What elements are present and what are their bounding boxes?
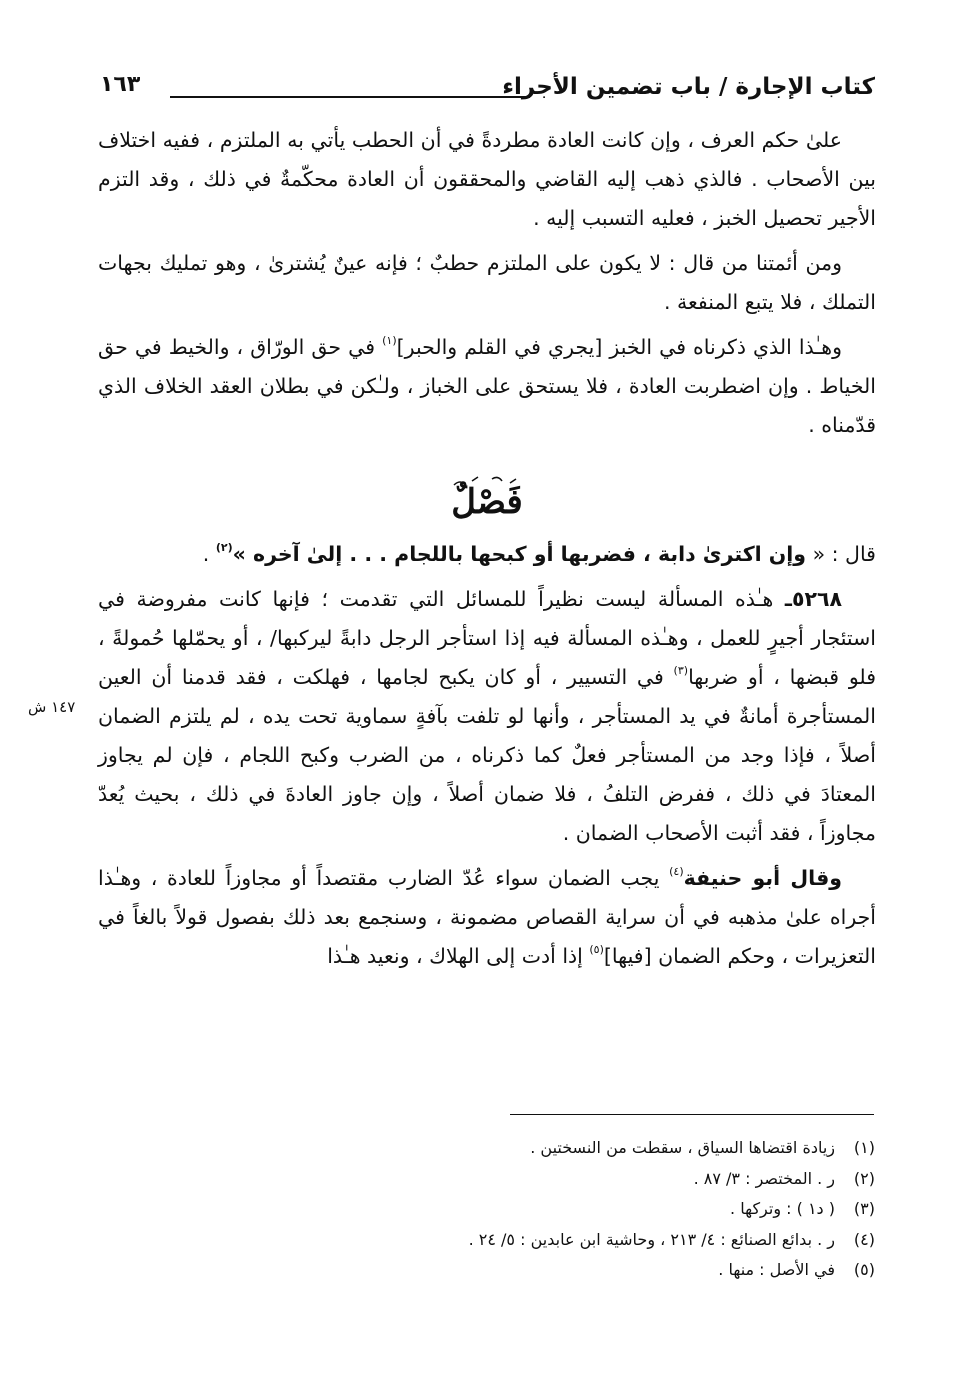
- footnote: [300, 1225, 875, 1256]
- footnote-text: ( د١ ) : وتركها .: [730, 1199, 835, 1218]
- footnote-number: (٥): [853, 1260, 875, 1279]
- paragraph-text: ومن أئمتنا من قال : لا يكون على الملتزم حطبٌ ؛ فإنه عينٌ يُشترىٰ ، وهو تمليك بجهات التملك ، فلا يتبع المنفعة .: [98, 251, 876, 314]
- footnote-text: ر . المختصر : ٣/ ٨٧ .: [693, 1168, 835, 1188]
- margin-folio-note: ١٤٧ ش: [28, 698, 76, 716]
- footnote-number: (٢): [853, 1168, 875, 1188]
- paragraph-text: في التسيير ، أو كان يكبح لجامها ، فهلكت ، فقد قدمنا أن العين المستأجرة أمانةٌ في يد المستأجر ، وأنها لو تلفت بآفةٍ سماوية تحت يده ، لم يلتزم الضمان أصلاً ، فإذا وجد من المستأجر فعلٌ كما ذكرناه ، من الضرب وكبح اللجام ، فإن لم يجاوز المعتادَ في ذلك ، ففرض التلفُ ، فلا ضمان أصلاً ، وإن جاوز العادةَ في ذلك ، بحيث يُعدّ مجاوزاً ، فقد أثبت الأصحاب الضمان .: [98, 665, 876, 845]
- footnote-ref: (٥): [589, 943, 604, 956]
- footnote-number: (١): [853, 1138, 875, 1157]
- header-title: كتاب الإجارة / باب تضمين الأجراء: [502, 74, 875, 100]
- footnote-ref: (٤): [669, 865, 684, 878]
- footnotes: [300, 1133, 875, 1286]
- qala-line: [98, 535, 876, 574]
- footnote-ref: (٣): [673, 664, 689, 677]
- qala-prefix: قال : «: [806, 542, 876, 566]
- paragraph-text: علىٰ حكم العرف ، وإن كانت العادة مطردةً في أن الحطب يأتي به الملتزم ، ففيه اختلاف بين الأصحاب . فالذي ذهب إليه القاضي والمحققون أن العادة محكّمةٌ في ذلك ، وقد التزم الأجير تحصيل الخبز ، فعليه التسبب إليه .: [98, 128, 876, 230]
- paragraph-text: إذا أدت إلى الهلاك ، ونعيد هـٰذا: [327, 944, 590, 968]
- paragraph: [98, 244, 876, 322]
- main-text: [98, 121, 876, 982]
- page-number: ١٦٣: [100, 72, 141, 97]
- scholar-name: وقال أبو حنيفة: [683, 866, 843, 890]
- issue-number: ٥٢٦٨ـ: [784, 587, 842, 611]
- qala-end: .: [202, 542, 216, 566]
- paragraph: [98, 859, 876, 976]
- footnote: [300, 1194, 875, 1225]
- footnote-rule: [510, 1114, 874, 1115]
- paragraph: [98, 121, 876, 238]
- paragraph: [98, 580, 876, 853]
- footnote: [300, 1255, 875, 1286]
- paragraph-text: وهـٰذا الذي ذكرناه في الخبز [يجري في القلم والحبر]: [396, 335, 842, 359]
- footnote-ref: (٢): [215, 541, 233, 554]
- footnote-number: (٣): [853, 1199, 875, 1218]
- header-rule: [170, 96, 530, 98]
- footnote: [300, 1133, 875, 1164]
- paragraph-text: في حق الورّاق ، والخيط في حق الخياط . وإن اضطربت العادة ، فلا يستحق على الخباز ، ولـٰكن في بطلان العقد الخلاف الذي قدّمناه .: [98, 335, 876, 437]
- footnote-text: زيادة اقتضاها السياق ، سقطت من النسختين .: [530, 1138, 835, 1157]
- footnote-number: (٤): [853, 1229, 875, 1249]
- footnote-text: ر . بدائع الصنائع : ٤/ ٢١٣ ، وحاشية ابن عابدين : ٥/ ٢٤ .: [468, 1229, 835, 1249]
- section-heading: فَصْلٌ: [451, 482, 523, 522]
- paragraph: [98, 328, 876, 445]
- running-header: [100, 74, 875, 114]
- paragraph-text: يجب الضمان سواء عُدّ الضارب مقتصداً أو مجاوزاً للعادة ، وهـٰذا أجراه علىٰ مذهبه في أن سراية القصاص مضمونة ، وسنجمع بعد ذلك بفصول قولاً بالغاً في التعزيرات ، وحكم الضمان [فيها]: [98, 866, 876, 968]
- footnote-ref: (١): [382, 334, 397, 347]
- footnote-text: في الأصل : منها .: [718, 1260, 835, 1279]
- footnote: [300, 1164, 875, 1195]
- fasl-calligraphy: [432, 473, 542, 527]
- qala-text: وإن اكترىٰ دابة ، فضربها أو كبحها باللجام . . . إلىٰ آخره »: [232, 542, 807, 566]
- paragraph-text: هـٰذه المسألة ليست نظيراً للمسائل التي تقدمت ؛ فإنها كانت مفروضة في استئجار أجيرٍ للعمل ، وهـٰذه المسألة فيه إذا استأجر الرجل دابةً ليركبها/ ، أو يحمّلها حُمولةً ، فلو قبضها ، أو ضربها: [98, 587, 877, 689]
- section-ornament: [98, 473, 876, 527]
